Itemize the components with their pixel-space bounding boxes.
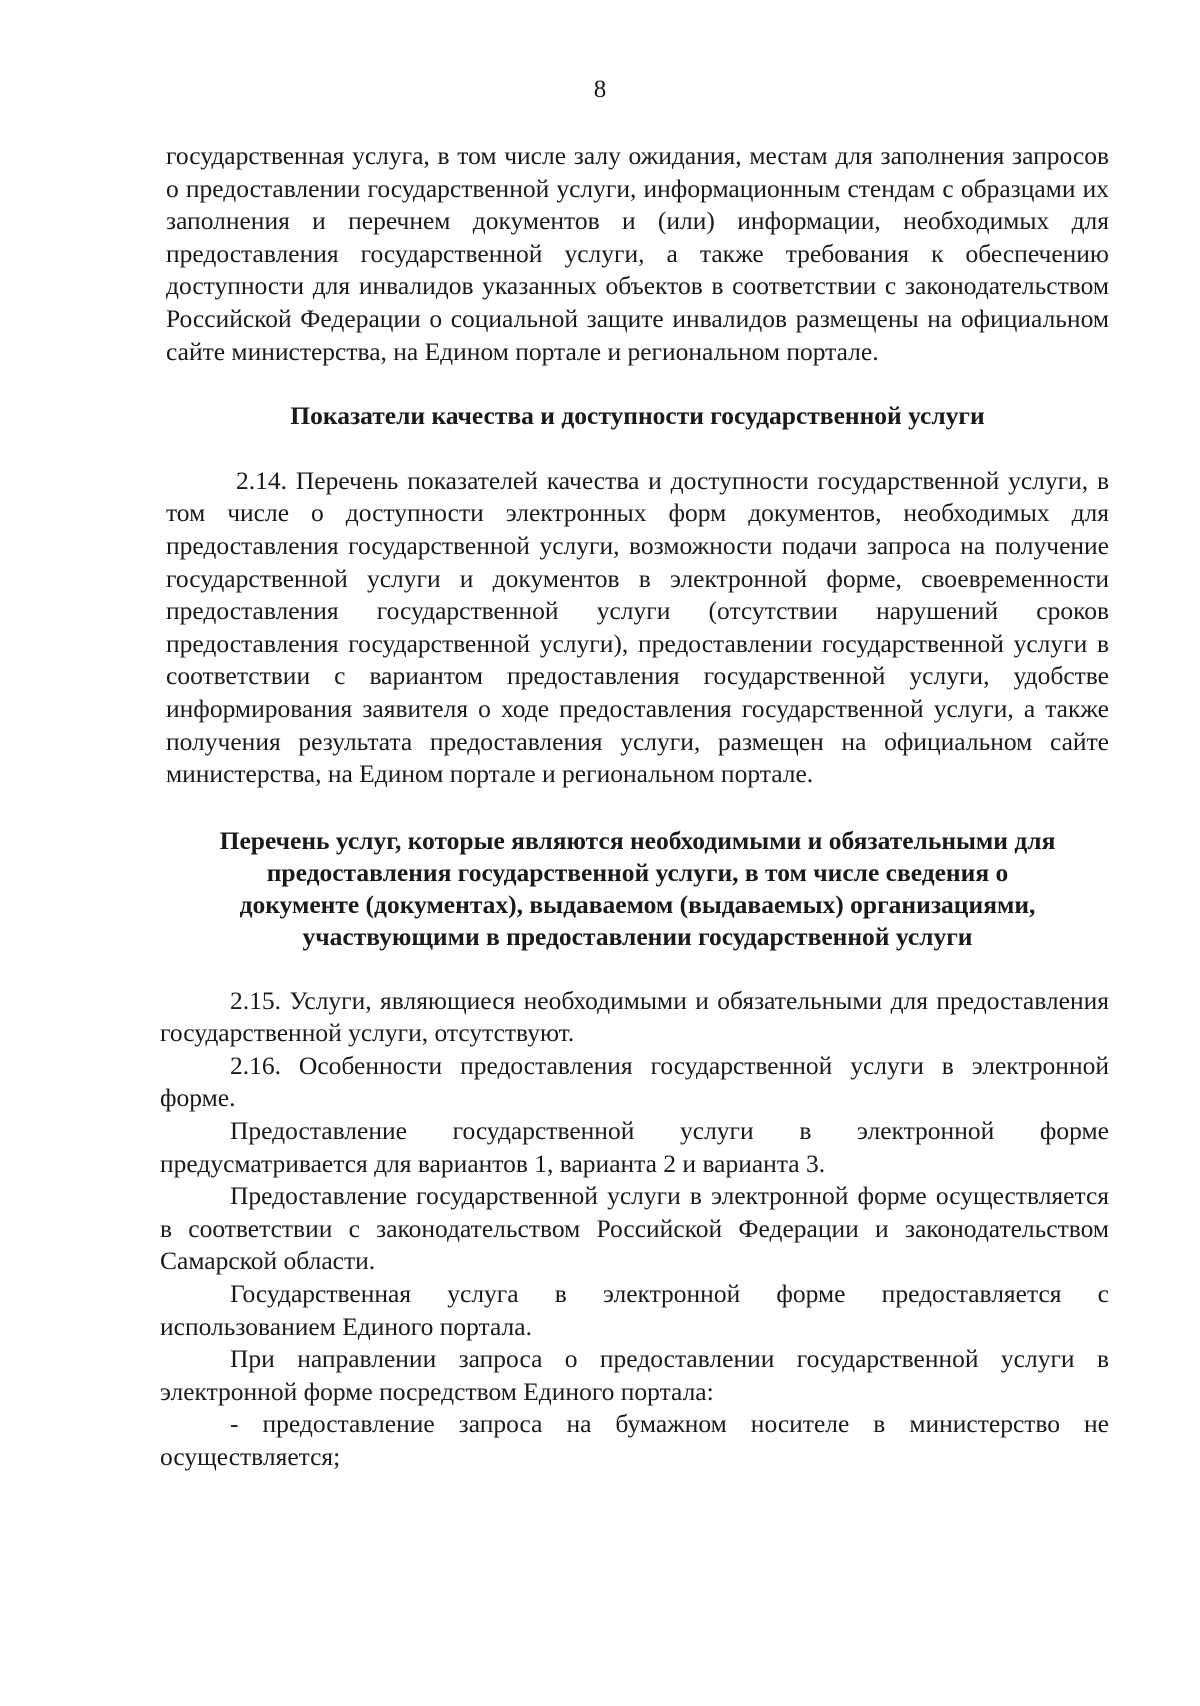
- paragraph-2-15: 2.15. Услуги, являющиеся необходимыми и обязательными для предоставления государственной услуги, отсутствуют.: [160, 985, 1109, 1048]
- paragraph-legislation: Предоставление государственной услуги в электронной форме осуществляется в соответствии с законодательством Российской Федерации и законодательством Самарской области.: [160, 1181, 1109, 1276]
- paragraph-2-14: 2.14. Перечень показателей качества и доступности государственной услуги, в том числе о доступности электронных форм документов, необходимых для предоставления государственной услуги, возможности подачи запроса на получение государственной услуги и документов в электронной форме, своевременности предоставления государственной услуги (отсутствии нарушений сроков предоставления государственной услуги), предоставлении государственной услуги в соответствии с вариантом предоставления государственной услуги, удобстве информирования заявителя о ходе предоставления государственной услуги, а также получения результата предоставления услуги, размещен на официальном сайте министерства, на Едином портале и региональном портале.: [166, 465, 1109, 789]
- section-heading-services-line-2: предоставления государственной услуги, в том числе сведения о: [266, 857, 1009, 887]
- paragraph-intro: государственная услуга, в том числе залу ожидания, местам для заполнения запросов о предоставлении государственной услуги, информационным стендам с образцами их заполнения и перечнем документов и (или) информации, необходимых для предоставления государственной услуги, а также требования к обеспечению доступности для инвалидов указанных объектов в соответствии с законодательством Российской Федерации о социальной защите инвалидов размещены на официальном сайте министерства, на Едином портале и региональном портале.: [166, 141, 1109, 366]
- section-body-services: [160, 985, 1109, 1474]
- paragraph-2-16: 2.16. Особенности предоставления государственной услуги в электронной форме.: [160, 1050, 1109, 1113]
- section-heading-services-line-3: документе (документах), выдаваемом (выдаваемых) организациями,: [239, 889, 1036, 919]
- paragraph-paper-submission: - предоставление запроса на бумажном носителе в министерство не осуществляется;: [160, 1409, 1109, 1471]
- section-heading-services-line-4: участвующими в предоставлении государственной услуги: [302, 921, 973, 951]
- page-number: 8: [593, 76, 607, 103]
- paragraph-variants: Предоставление государственной услуги в электронной форме предусматривается для вариантов 1, варианта 2 и варианта 3.: [160, 1116, 1109, 1178]
- section-heading-services: [166, 825, 1109, 953]
- paragraph-portal: Государственная услуга в электронной форме предоставляется с использованием Единого портала.: [160, 1279, 1109, 1341]
- section-heading-quality: Показатели качества и доступности государственной услуги: [290, 401, 985, 431]
- paragraph-request: При направлении запроса о предоставлении государственной услуги в электронной форме посредством Единого портала:: [160, 1344, 1109, 1406]
- document-body: [160, 140, 1109, 1474]
- section-heading-services-line-1: Перечень услуг, которые являются необходимыми и обязательными для: [219, 825, 1056, 855]
